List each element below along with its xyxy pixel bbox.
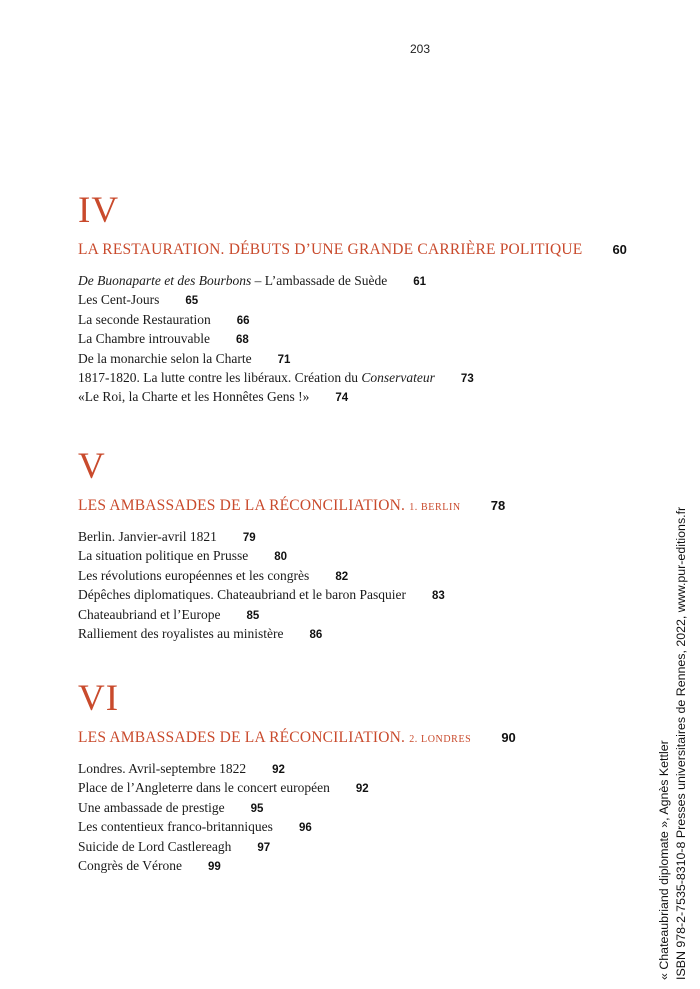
chapter-page: 78	[490, 498, 506, 513]
entry-title: 1817-1820. La lutte contre les libéraux. Création du	[78, 370, 362, 386]
entry-title: Les contentieux franco-britanniques	[78, 819, 273, 835]
entry-title: Les Cent-Jours	[78, 292, 160, 308]
toc-entry	[78, 350, 638, 369]
entry-title: – L’ambassade de Suède	[251, 273, 388, 288]
toc-entry	[78, 857, 638, 876]
entry-title: Congrès de Vérone	[78, 858, 182, 874]
toc-entry	[78, 779, 638, 798]
entry-page: 71	[277, 353, 291, 366]
section-numeral: VI	[78, 678, 120, 719]
entry-italic-title: Conservateur	[361, 370, 435, 386]
entry-title: La Chambre introuvable	[78, 331, 210, 347]
section-iv	[78, 192, 638, 408]
toc-entries	[78, 528, 638, 644]
entry-page: 66	[236, 314, 250, 327]
chapter-title: LA RESTAURATION. DÉBUTS D’UNE GRANDE CARRIÈRE POLITIQUE	[78, 241, 583, 258]
chapter-subtitle: 1. BERLIN	[409, 502, 461, 513]
chapter-subtitle: 2. LONDRES	[409, 734, 472, 745]
copyright-side-note	[656, 507, 690, 980]
entry-title: Les révolutions européennes et les congrès	[78, 567, 310, 583]
section-v	[78, 448, 638, 644]
entry-page: 73	[460, 373, 474, 386]
side-note-line-1: « Chateaubriand diplomate », Agnès Kettler	[657, 740, 671, 980]
entry-page: 74	[335, 392, 349, 405]
toc-entry	[78, 311, 638, 330]
entry-title: De la monarchie selon la Charte	[78, 350, 252, 366]
entry-page: 61	[413, 276, 426, 288]
chapter-heading	[78, 497, 638, 515]
toc-entry	[78, 547, 638, 566]
entry-title: Berlin. Janvier-avril 1821	[78, 529, 217, 544]
toc-entry	[78, 606, 638, 625]
toc-entry	[78, 528, 638, 547]
section-numeral: IV	[78, 190, 120, 231]
toc-entry	[78, 625, 638, 644]
entry-page: 96	[298, 822, 312, 835]
toc-entry	[78, 369, 638, 388]
entry-page: 92	[272, 764, 285, 776]
entry-italic-title: De Buonaparte et des Bourbons	[78, 273, 252, 288]
entry-title: Londres. Avril-septembre 1822	[78, 761, 247, 776]
toc-entry	[78, 388, 638, 407]
entry-page: 97	[257, 841, 271, 854]
chapter-page: 90	[501, 730, 516, 745]
page-number: 203	[409, 42, 431, 56]
entry-page: 82	[335, 570, 349, 583]
entry-title: Dépêches diplomatiques. Chateaubriand et le baron Pasquier	[78, 587, 407, 603]
chapter-title: LES AMBASSADES DE LA RÉCONCILIATION.	[78, 497, 406, 514]
section-numeral: V	[78, 446, 106, 487]
entry-title: Suicide de Lord Castlereagh	[78, 838, 232, 854]
entry-title: Chateaubriand et l’Europe	[78, 606, 221, 622]
entry-page: 83	[432, 590, 445, 603]
entry-page: 65	[185, 295, 199, 308]
side-note-line-2: ISBN 978-2-7535-8310-8 Presses universitaires de Rennes, 2022, www.pur-editions.fr	[674, 506, 688, 980]
entry-page: 85	[246, 609, 260, 622]
entry-title: Une ambassade de prestige	[78, 799, 225, 815]
chapter-heading	[78, 241, 638, 259]
toc-entry	[78, 586, 638, 605]
toc-entry	[78, 330, 638, 349]
entry-page: 95	[250, 802, 264, 815]
toc-entry	[78, 818, 638, 837]
entry-title: Place de l’Angleterre dans le concert européen	[78, 780, 330, 796]
chapter-page: 60	[612, 242, 627, 257]
entry-page: 92	[355, 783, 369, 796]
toc-entry	[78, 567, 638, 586]
section-vi	[78, 680, 638, 876]
entry-page: 80	[274, 551, 288, 564]
entry-title: La seconde Restauration	[78, 311, 211, 327]
toc-entries	[78, 272, 638, 408]
toc-entry	[78, 291, 638, 310]
chapter-heading	[78, 729, 638, 747]
chapter-title: LES AMBASSADES DE LA RÉCONCILIATION.	[78, 729, 406, 746]
toc-entry	[78, 838, 638, 857]
entry-page: 86	[309, 629, 323, 642]
entry-title: Ralliement des royalistes au ministère	[78, 626, 284, 642]
entry-page: 79	[242, 532, 256, 544]
entry-title: «Le Roi, la Charte et les Honnêtes Gens !»	[78, 389, 310, 405]
toc-entry	[78, 799, 638, 818]
toc-entry	[78, 272, 638, 291]
entry-page: 68	[235, 334, 249, 347]
entry-title: La situation politique en Prusse	[78, 548, 249, 564]
entry-page: 99	[207, 861, 221, 874]
toc-entry	[78, 760, 638, 779]
toc-entries	[78, 760, 638, 876]
